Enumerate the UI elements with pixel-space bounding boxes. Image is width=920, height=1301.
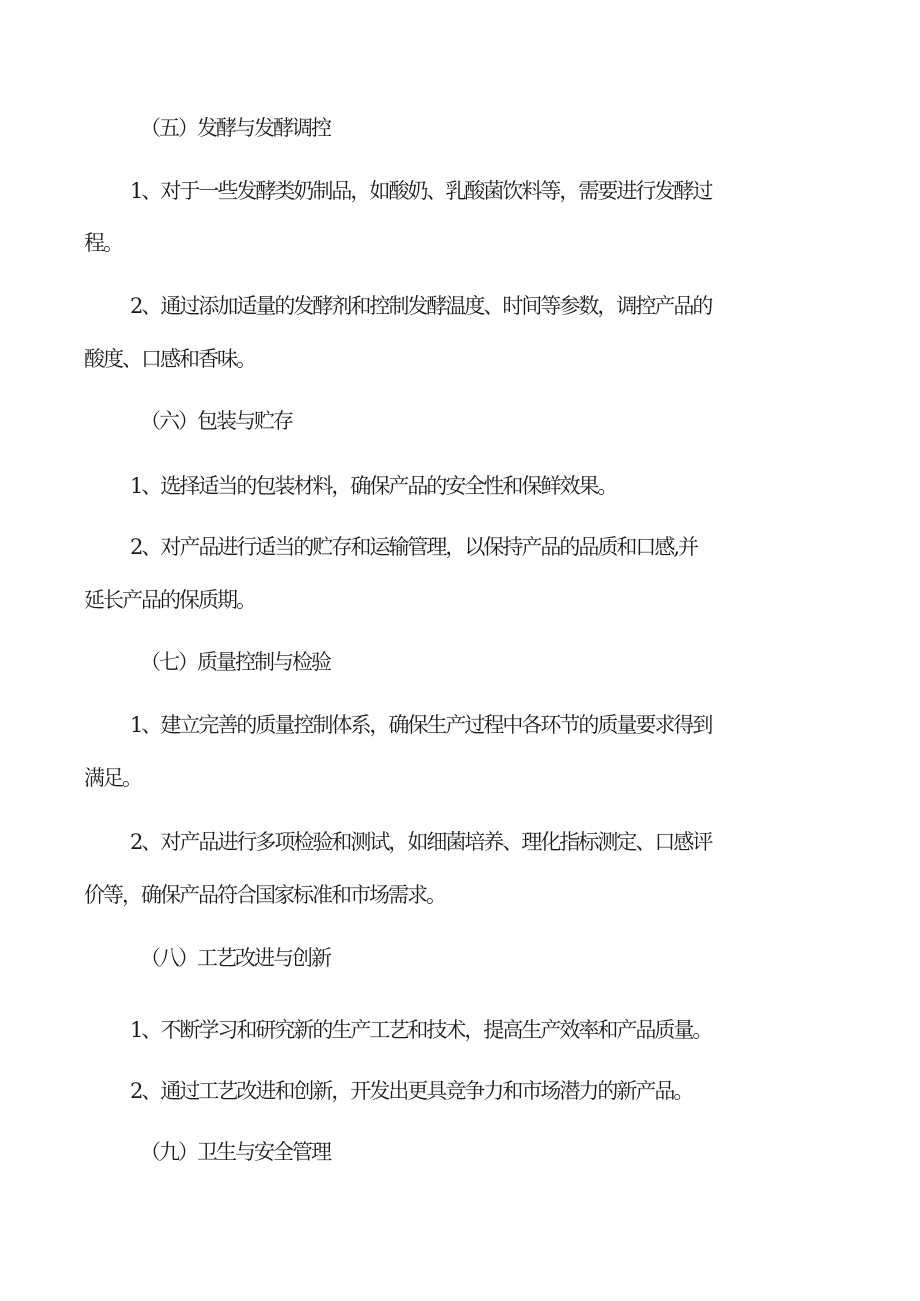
paragraph-5-1-line-1: 1、对于一些发酵类奶制品，如酸奶、乳酸菌饮料等，需要进行发酵过 bbox=[130, 179, 712, 203]
section-heading-5: （五）发酵与发酵调控 bbox=[140, 116, 330, 140]
paragraph-7-2-line-2: 价等，确保产品符合国家标准和市场需求。 bbox=[84, 883, 445, 907]
section-heading-9: （九）卫生与安全管理 bbox=[140, 1140, 330, 1164]
paragraph-7-1-line-2: 满足。 bbox=[84, 766, 141, 790]
paragraph-7-1-line-1: 1、建立完善的质量控制体系，确保生产过程中各环节的质量要求得到 bbox=[130, 713, 712, 737]
paragraph-5-2-line-1: 2、通过添加适量的发酵剂和控制发酵温度、时间等参数，调控产品的 bbox=[130, 294, 712, 318]
paragraph-6-2-line-1: 2、对产品进行适当的贮存和运输管理，以保持产品的品质和口感,并 bbox=[130, 535, 698, 559]
section-heading-7: （七）质量控制与检验 bbox=[140, 650, 330, 674]
paragraph-6-1-line-1: 1、选择适当的包装材料，确保产品的安全性和保鲜效果。 bbox=[130, 474, 617, 498]
paragraph-8-2-line-1: 2、通过工艺改进和创新，开发出更具竞争力和市场潜力的新产品。 bbox=[130, 1079, 693, 1103]
paragraph-5-2-line-2: 酸度、口感和香味。 bbox=[84, 347, 255, 371]
paragraph-6-2-line-2: 延长产品的保质期。 bbox=[84, 588, 255, 612]
paragraph-7-2-line-1: 2、对产品进行多项检验和测试，如细菌培养、理化指标测定、口感评 bbox=[130, 830, 712, 854]
section-heading-6: （六）包装与贮存 bbox=[140, 409, 292, 433]
paragraph-8-1-line-1: 1、不断学习和研究新的生产工艺和技术，提高生产效率和产品质量。 bbox=[130, 1018, 712, 1042]
paragraph-5-1-line-2: 程。 bbox=[84, 231, 122, 255]
section-heading-8: （八）工艺改进与创新 bbox=[140, 946, 330, 970]
